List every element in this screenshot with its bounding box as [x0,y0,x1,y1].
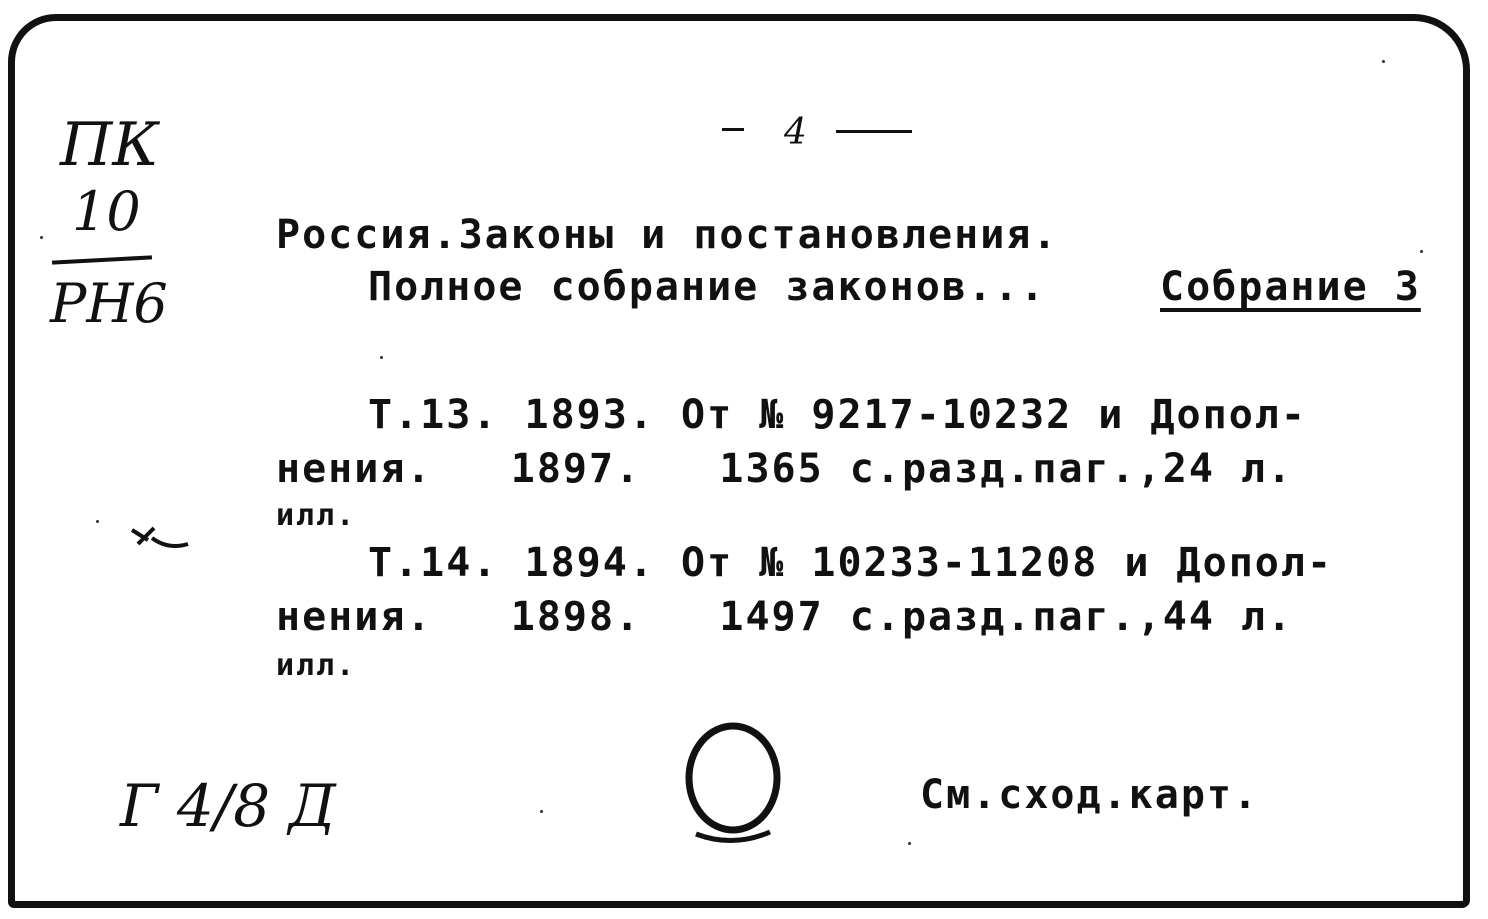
volume-14-line1: Т.14. 1894. От № 10233-11208 и Допол- [368,540,1334,586]
speck [540,810,543,813]
page-mark-dash-left [722,128,744,131]
volume-14-line3: илл. [276,648,357,683]
speck [908,842,911,845]
title-line: Полное собрание законов... [368,264,1047,310]
call-number-line3: РН6 [50,272,168,335]
call-number-line2: 10 [72,180,141,243]
speck [96,520,99,523]
speck [1420,250,1423,253]
shelf-mark: Г 4/8 Д [120,772,336,840]
volume-13-line3: илл. [276,498,357,533]
volume-14-line2: нения. 1898. 1497 с.разд.паг.,44 л. [276,594,1294,640]
speck [1382,60,1385,63]
speck [40,236,43,239]
volume-13-line2: нения. 1897. 1365 с.разд.паг.,24 л. [276,446,1294,492]
page-mark-dash-right [836,130,912,133]
heading: Россия.Законы и постановления. [276,212,1059,258]
margin-tick-icon [128,520,194,556]
reference-note: См.сход.карт. [920,772,1260,818]
speck [380,356,383,359]
call-number-line1: ПК [60,110,159,180]
page-mark: 4 [784,112,807,153]
volume-13-line1: Т.13. 1893. От № 9217-10232 и Допол- [368,392,1307,438]
hole-circle-icon [678,710,788,860]
title-underlined: Собрание 3 [1160,264,1421,310]
